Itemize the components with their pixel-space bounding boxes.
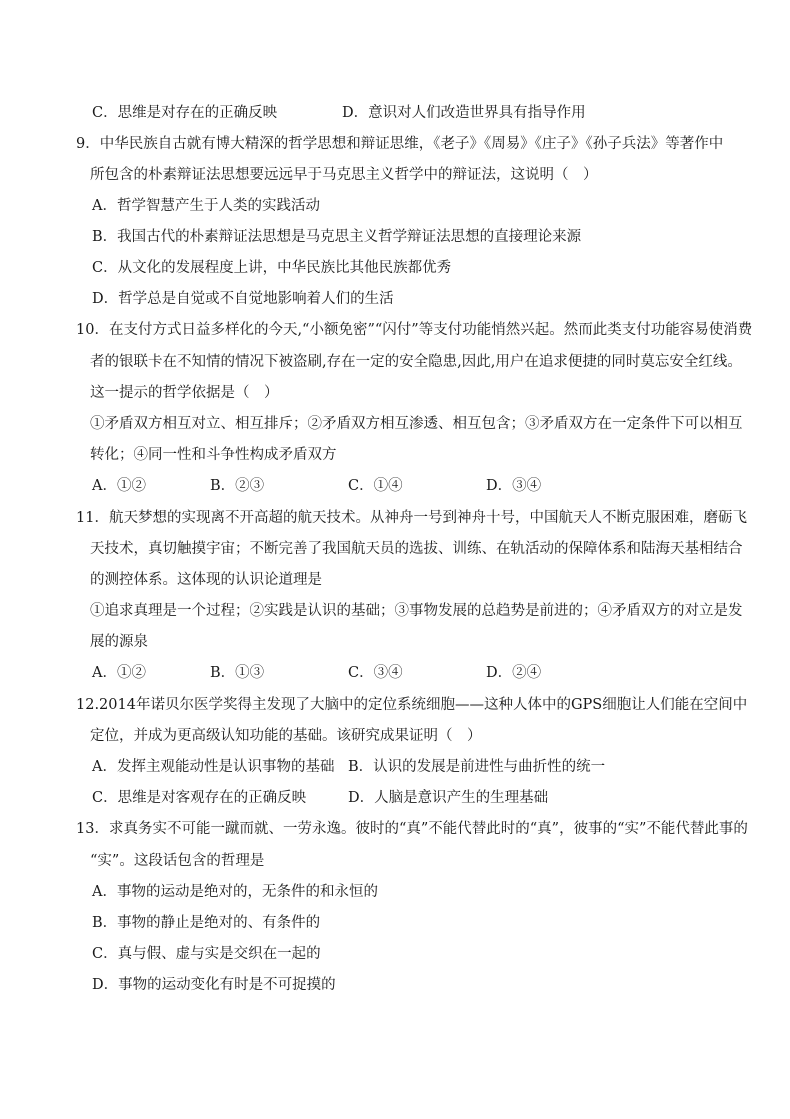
q11-option-c: C．③④ [348, 665, 403, 681]
q12-option-c: C．思维是对客观存在的正确反映 [92, 790, 307, 806]
q10-option-a: A．①② [92, 478, 146, 494]
q11-option-d: D．②④ [486, 665, 542, 681]
q9-stem-line-2: 所包含的朴素辩证法思想要远远早于马克思主义哲学中的辩证法，这说明（ ） [90, 167, 598, 183]
q11-stem-line-3: 的测控体系。这体现的认识论道理是 [90, 572, 322, 588]
q10-option-b: B．②③ [210, 478, 265, 494]
q12-stem-line-1: 12.2014年诺贝尔医学奖得主发现了大脑中的定位系统细胞——这种人体中的GPS细胞让人们能在空间中 [76, 697, 748, 713]
q11-option-b: B．①③ [210, 665, 265, 681]
q11-items-line-2: 展的源泉 [90, 634, 148, 650]
q8-option-c: C．思维是对存在的正确反映 [92, 105, 278, 121]
q11-stem-line-1: 11．航天梦想的实现离不开高超的航天技术。从神舟一号到神舟十号，中国航天人不断克服困难，磨砺飞 [76, 510, 747, 526]
q12-option-b: B．认识的发展是前进性与曲折性的统一 [348, 759, 606, 775]
q10-stem-line-2: 者的银联卡在不知情的情况下被盗刷,存在一定的安全隐患,因此,用户在追求便捷的同时莫忘安全红线。 [90, 354, 742, 370]
q12-stem-line-2: 定位，并成为更高级认知功能的基础。该研究成果证明（ ） [90, 728, 482, 744]
q9-stem-line-1: 9．中华民族自古就有博大精深的哲学思想和辩证思维，《老子》《周易》《庄子》《孙子兵法》等著作中 [76, 136, 724, 152]
q13-stem-line-1: 13．求真务实不可能一蹴而就、一劳永逸。彼时的“真”不能代替此时的“真”，彼事的“实”不能代替此事的 [76, 821, 748, 837]
q13-option-b: B．事物的静止是绝对的、有条件的 [92, 915, 321, 931]
q13-option-d: D．事物的运动变化有时是不可捉摸的 [92, 977, 336, 993]
q9-option-d: D．哲学总是自觉或不自觉地影响着人们的生活 [92, 291, 394, 307]
q10-items-line-2: 转化；④同一性和斗争性构成矛盾双方 [90, 447, 337, 463]
q8-option-d: D．意识对人们改造世界具有指导作用 [342, 105, 586, 121]
q13-option-c: C．真与假、虚与实是交织在一起的 [92, 946, 321, 962]
q11-stem-line-2: 天技术，真切触摸宇宙；不断完善了我国航天员的选拔、训练、在轨活动的保障体系和陆海天基相结合 [90, 541, 743, 557]
q10-stem-line-3: 这一提示的哲学依据是（ ） [90, 385, 279, 401]
q10-stem-line-1: 10．在支付方式日益多样化的今天,“小额免密”“闪付”等支付功能悄然兴起。然而此类支付功能容易使消费 [76, 322, 753, 338]
q13-stem-line-2: “实”。这段话包含的哲理是 [90, 853, 265, 869]
q13-option-a: A．事物的运动是绝对的，无条件的和永恒的 [92, 884, 378, 900]
q10-option-d: D．③④ [486, 478, 542, 494]
q9-option-c: C．从文化的发展程度上讲，中华民族比其他民族都优秀 [92, 260, 452, 276]
q9-option-b: B．我国古代的朴素辩证法思想是马克思主义哲学辩证法思想的直接理论来源 [92, 229, 582, 245]
q12-option-d: D．人脑是意识产生的生理基础 [348, 790, 549, 806]
q11-option-a: A．①② [92, 665, 146, 681]
q11-items-line-1: ①追求真理是一个过程；②实践是认识的基础；③事物发展的总趋势是前进的；④矛盾双方的对立是发 [90, 603, 743, 619]
q10-option-c: C．①④ [348, 478, 403, 494]
q9-option-a: A．哲学智慧产生于人类的实践活动 [92, 198, 320, 214]
q10-items-line-1: ①矛盾双方相互对立、相互排斥；②矛盾双方相互渗透、相互包含；③矛盾双方在一定条件下可以相互 [90, 416, 743, 432]
q12-option-a: A．发挥主观能动性是认识事物的基础 [92, 759, 335, 775]
